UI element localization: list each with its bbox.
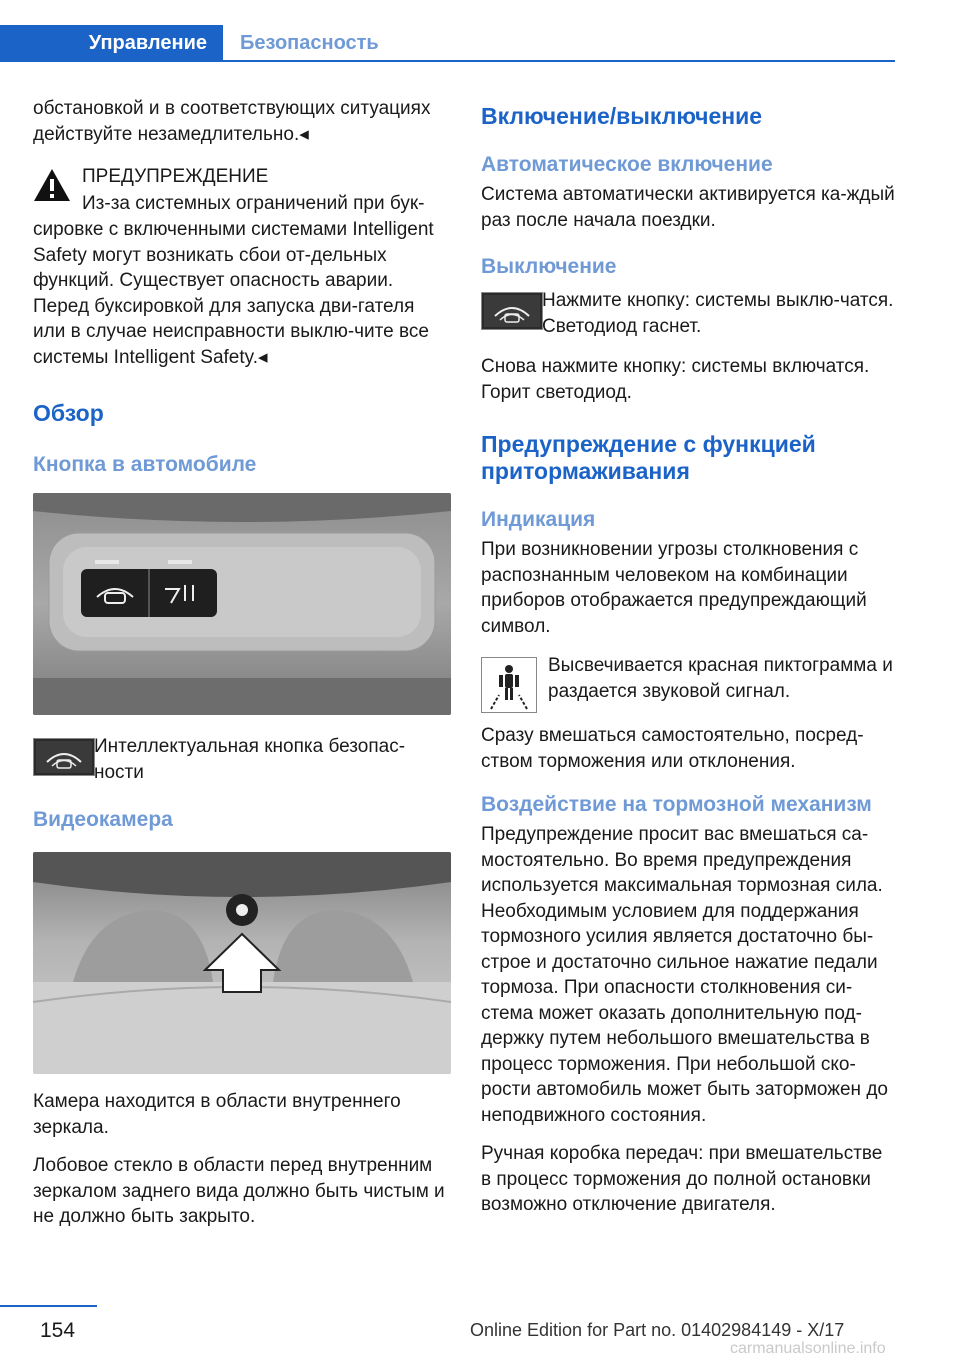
- safety-button-photo: [33, 493, 451, 715]
- safety-button-icon: [481, 292, 543, 330]
- heading-brake-effect: Воздействие на тормозной механизм: [481, 793, 872, 816]
- heading-auto-activation: Автоматическое включение: [481, 153, 773, 176]
- edition-info: Online Edition for Part no. 01402984149 - X/17: [470, 1320, 845, 1340]
- camera-photo: [33, 852, 451, 1074]
- warning-triangle-icon: [33, 167, 71, 203]
- pictogram-text: Высвечивается красная пиктограмма и раздается звуковой сигнал.: [548, 655, 893, 702]
- pedestrian-warning-icon: [481, 657, 537, 713]
- page-number: 154: [40, 1319, 76, 1342]
- warning-block: [33, 163, 451, 370]
- header-tabs: [0, 0, 895, 64]
- reactivation-text: Снова нажмите кнопку: системы включатся. Горит светодиод.: [481, 356, 870, 403]
- heading-overview: Обзор: [33, 400, 104, 426]
- heading-camera: Видеокамера: [33, 808, 173, 831]
- react-text: Сразу вмешаться самостоятельно, посред-ством торможения или отклонения.: [481, 725, 864, 772]
- intro-text: обстановкой и в соответствующих ситуациях действуйте незамедлительно.◂: [33, 98, 431, 145]
- button-caption: Интеллектуальная кнопка безопас-ности: [94, 736, 406, 783]
- footer-divider: [0, 1305, 97, 1307]
- heading-braking-warning: Предупреждение с функцией притормаживания: [481, 431, 816, 484]
- heading-deactivation: Выключение: [481, 255, 617, 278]
- heading-on-off: Включение/выключение: [481, 103, 763, 129]
- tab-control[interactable]: Управление: [0, 25, 223, 62]
- watermark: carmanualsonline.info: [730, 1340, 886, 1357]
- indication-text: При возникновении угрозы столкновения с распознанным человеком на комбинации приборов отображается предупреждающий символ.: [481, 539, 867, 637]
- brake-effect-text: Предупреждение просит вас вмешаться са-мостоятельно. Во время предупреждения используется максимальная тормозная сила. Необходимым условием для поддержания тормозного усилия является достаточно бы-строе и достаточно сильное нажатие педали тормоза. При опасности столкновения си-стема может оказать дополнительную под-держку путем небольшого вмешательства в процесс торможения. При небольшой ско-рости автомобиль может быть заторможен до неподвижного состояния.: [481, 824, 888, 1126]
- safety-button-icon: [33, 738, 95, 776]
- camera-location-text: Камера находится в области внутреннего зеркала.: [33, 1091, 401, 1138]
- deactivation-row: [481, 288, 896, 344]
- button-caption-row: [33, 734, 451, 790]
- header-divider: [0, 60, 895, 62]
- warning-text-first-line: Из-за системных ограничений при бук-: [82, 193, 425, 214]
- warning-text: сировке с включенными системами Intelligent Safety могут возникать сбои от-дельных функций. Существует опасность аварии. Перед буксировкой для запуска дви-гателя или в случае неисправности выклю-чите все системы Intelligent Safety.◂: [33, 219, 434, 368]
- deactivation-text: Нажмите кнопку: системы выклю-чатся. Светодиод гаснет.: [542, 290, 894, 337]
- left-column: [33, 96, 451, 1230]
- right-column: [481, 96, 896, 1218]
- tab-safety[interactable]: Безопасность: [240, 32, 379, 54]
- auto-activation-text: Система автоматически активируется ка-ждый раз после начала поездки.: [481, 184, 895, 231]
- pictogram-row: [481, 653, 896, 709]
- manual-gearbox-text: Ручная коробка передач: при вмешательстве в процесс торможения до полной остановки возможно отключение двигателя.: [481, 1143, 883, 1215]
- windshield-text: Лобовое стекло в области перед внутренним зеркалом заднего вида должно быть чистым и не должно быть закрыто.: [33, 1155, 445, 1227]
- heading-button-in-car: Кнопка в автомобиле: [33, 453, 257, 476]
- warning-title: ПРЕДУПРЕЖДЕНИЕ: [82, 166, 269, 187]
- heading-indication: Индикация: [481, 508, 596, 531]
